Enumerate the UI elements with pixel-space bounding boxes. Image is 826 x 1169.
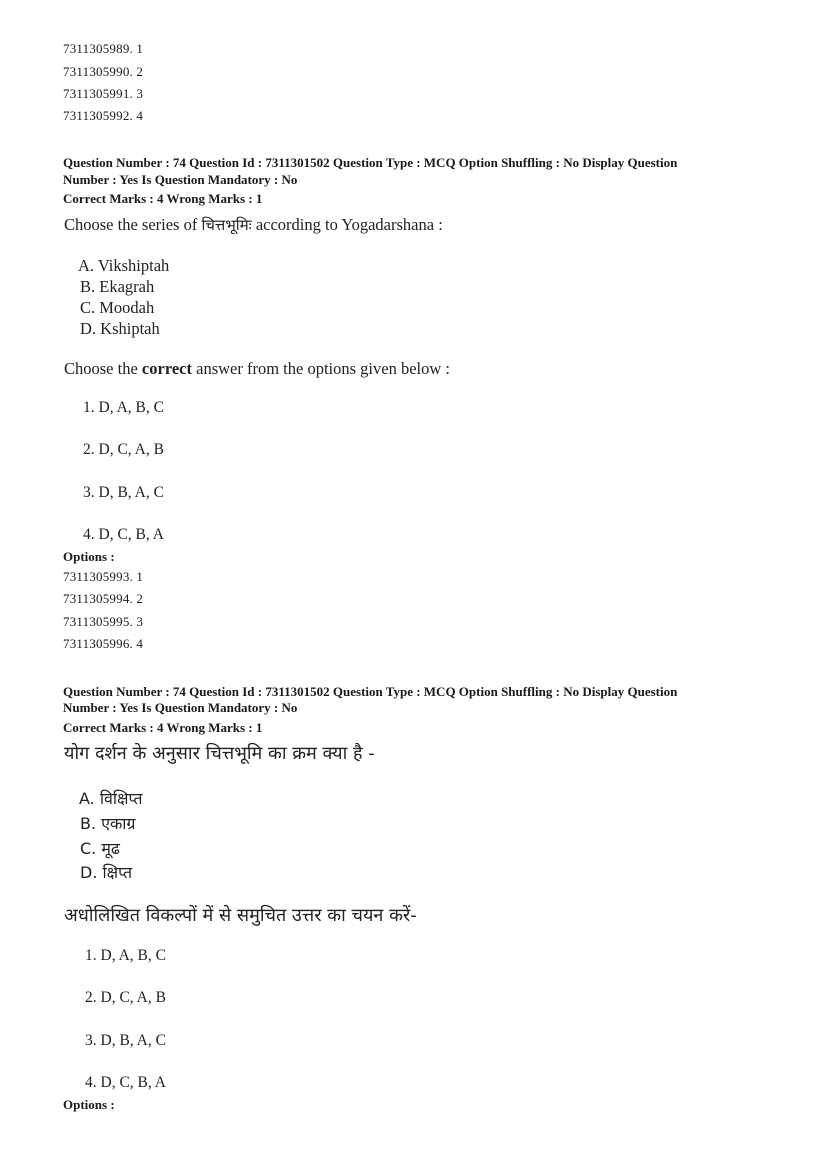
list-item: C. Moodah (80, 298, 155, 317)
question-meta-line-1: Question Number : 74 Question Id : 7311301502 Question Type : MCQ Option Shuffling : No Display Question (63, 684, 678, 699)
option-id-line: 7311305993. 1 (63, 569, 144, 584)
instruction-text: अधोलिखित विकल्पों में से समुचित उत्तर का चयन करें- (64, 905, 417, 926)
instruction-prefix: Choose the (64, 359, 142, 378)
list-item: B. Ekagrah (80, 277, 155, 296)
option-id-line: 7311305994. 2 (63, 591, 144, 606)
question-text-suffix: according to Yogadarshana : (251, 215, 443, 234)
question-meta-line-2: Number : Yes Is Question Mandatory : No (63, 700, 298, 715)
list-item: D. क्षिप्त (80, 863, 133, 882)
option-id-line: 7311305992. 4 (63, 108, 144, 123)
instruction-text (64, 359, 450, 379)
option-id-line: 7311305990. 2 (63, 64, 144, 79)
options-label: Options : (63, 549, 115, 564)
question-text (64, 215, 443, 235)
question-meta-line-2: Number : Yes Is Question Mandatory : No (63, 172, 298, 187)
answer-option: 1. D, A, B, C (85, 947, 166, 964)
instruction-bold: correct (141, 359, 192, 378)
answer-option: 4. D, C, B, A (83, 526, 164, 543)
list-item: C. मूढ (80, 839, 120, 858)
question-meta-line-1: Question Number : 74 Question Id : 7311301502 Question Type : MCQ Option Shuffling : No Display Question (63, 155, 678, 170)
answer-option: 3. D, B, A, C (85, 1032, 166, 1049)
option-id-line: 7311305989. 1 (63, 41, 144, 56)
instruction-suffix: answer from the options given below : (192, 359, 450, 378)
answer-option: 3. D, B, A, C (83, 484, 164, 501)
marks-line: Correct Marks : 4 Wrong Marks : 1 (63, 720, 263, 735)
list-item: A. विक्षिप्त (79, 789, 143, 808)
option-id-line: 7311305996. 4 (63, 636, 144, 651)
list-item: A. Vikshiptah (78, 256, 170, 275)
answer-option: 2. D, C, A, B (85, 989, 166, 1006)
option-id-line: 7311305991. 3 (63, 86, 144, 101)
question-text-hindi: चित्तभूमिः (201, 216, 252, 234)
question-text: योग दर्शन के अनुसार चित्तभूमि का क्रम क्या है - (64, 743, 375, 764)
marks-line: Correct Marks : 4 Wrong Marks : 1 (63, 191, 263, 206)
options-label: Options : (63, 1097, 115, 1112)
list-item: B. एकाग्र (80, 814, 136, 833)
answer-option: 4. D, C, B, A (85, 1074, 166, 1091)
answer-option: 1. D, A, B, C (83, 399, 164, 416)
answer-option: 2. D, C, A, B (83, 441, 164, 458)
question-text-prefix: Choose the series of (64, 215, 202, 234)
list-item: D. Kshiptah (80, 319, 160, 338)
option-id-line: 7311305995. 3 (63, 614, 144, 629)
